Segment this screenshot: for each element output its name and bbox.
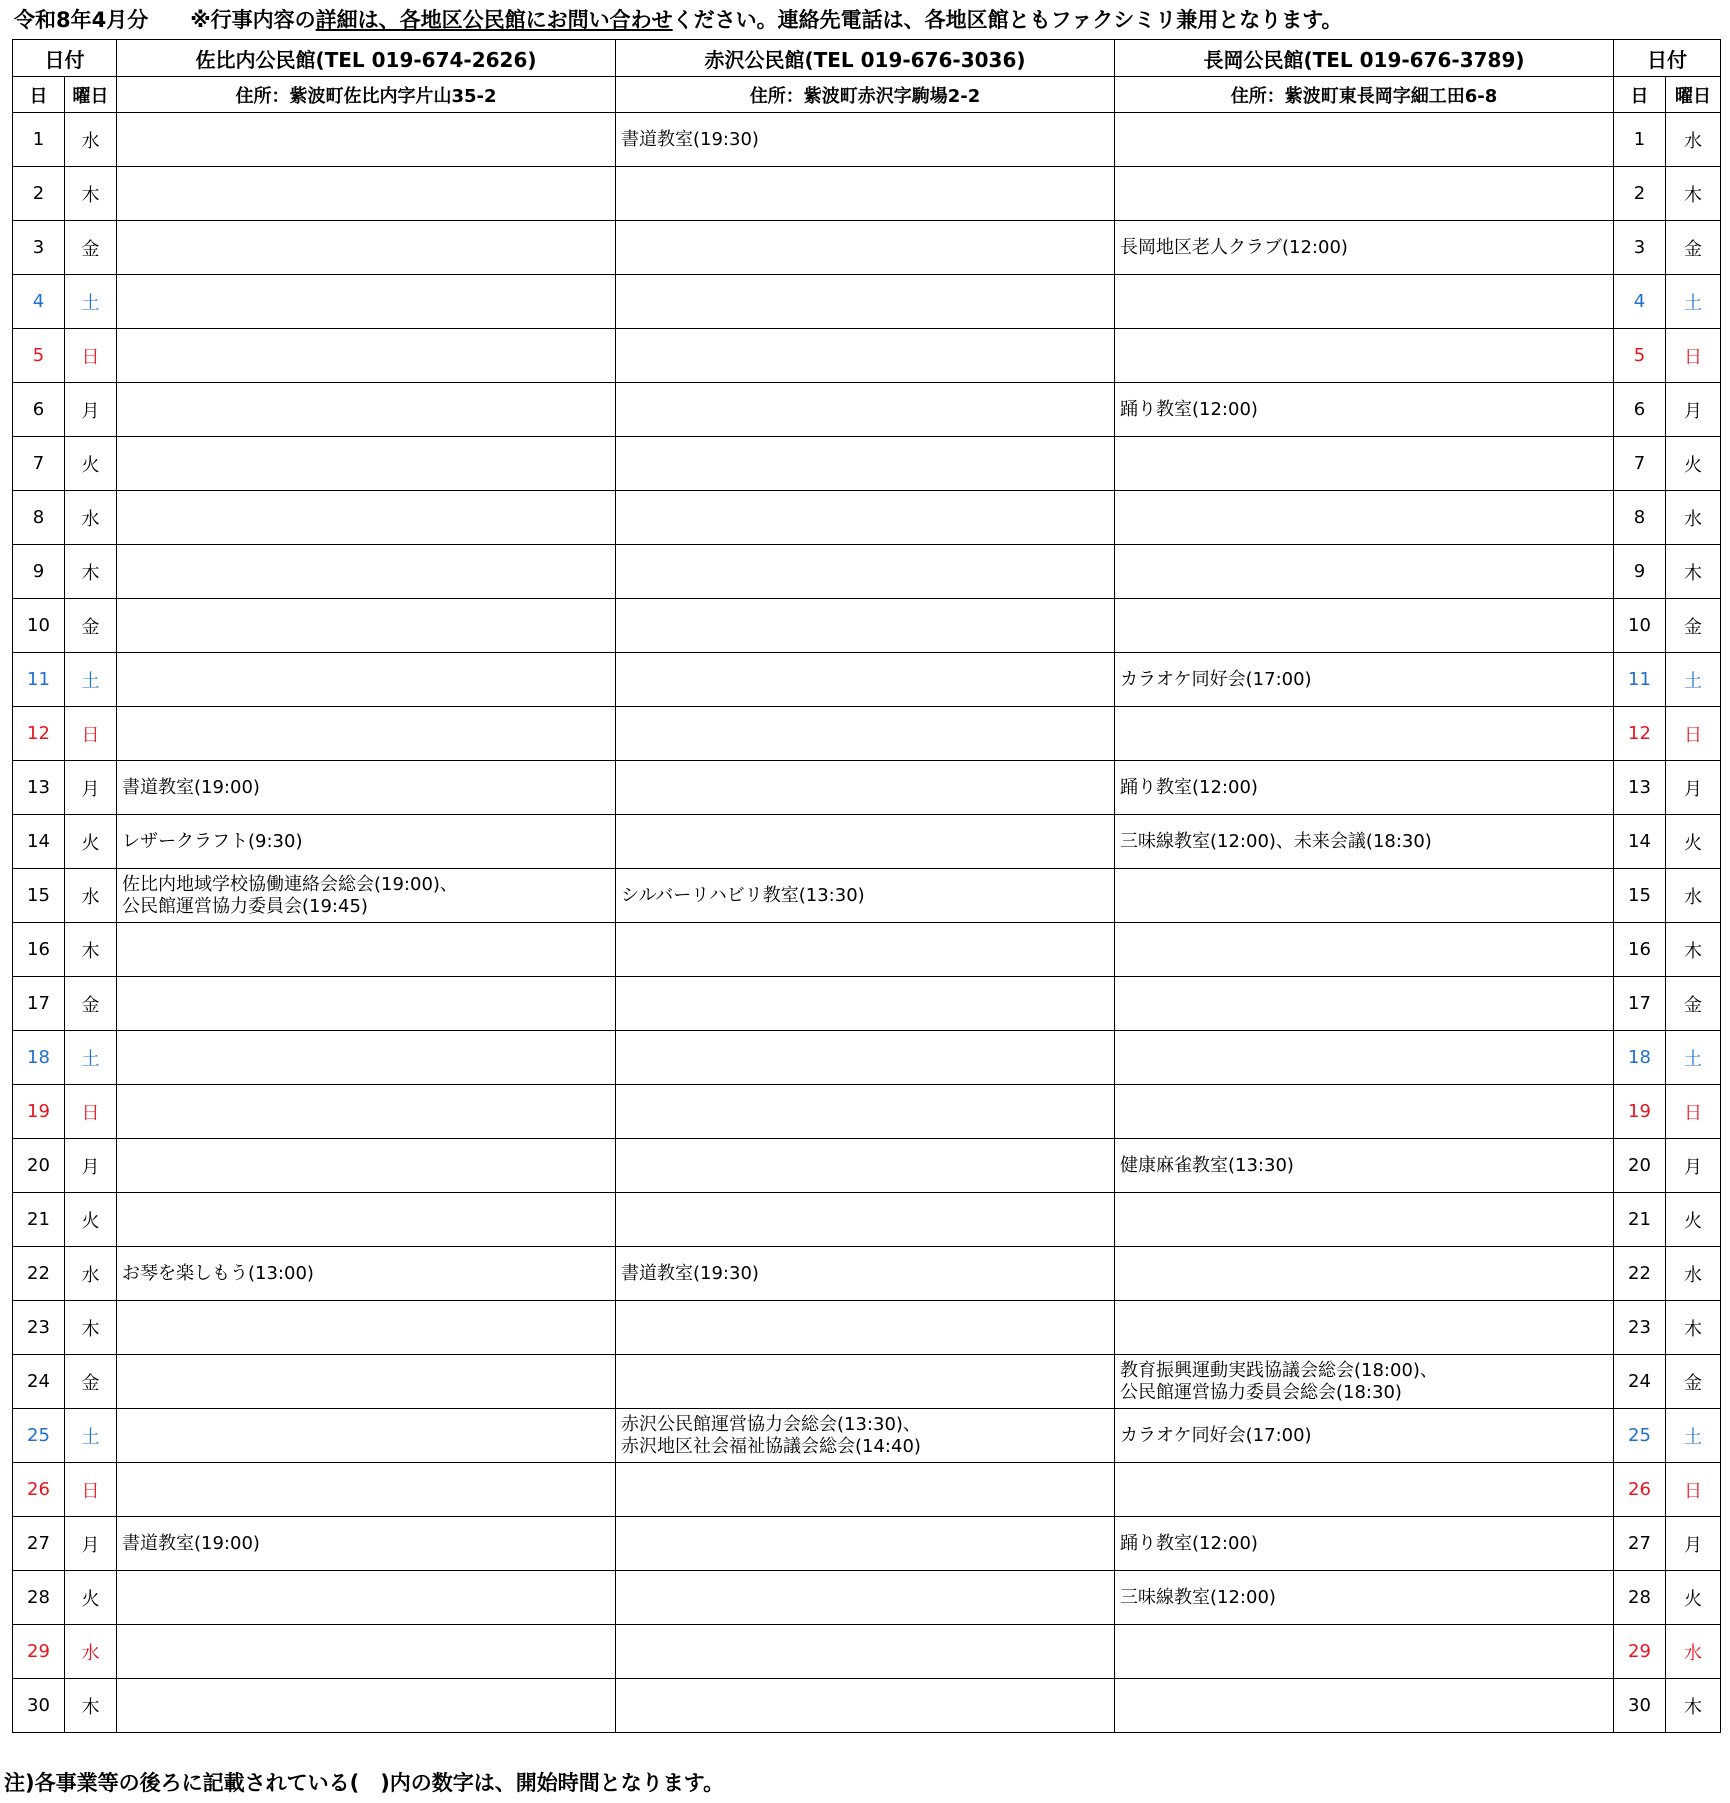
- day-number-left: 1: [13, 113, 65, 167]
- weekday-left: 水: [65, 1625, 117, 1679]
- day-number-right: 1: [1614, 113, 1666, 167]
- weekday-left: 火: [65, 1571, 117, 1625]
- hall3-event: [1115, 977, 1614, 1031]
- day-number-right: 26: [1614, 1463, 1666, 1517]
- day-number-left: 4: [13, 275, 65, 329]
- hall2-event: 書道教室(19:30): [616, 113, 1115, 167]
- weekday-left: 木: [65, 545, 117, 599]
- weekday-right: 土: [1666, 653, 1721, 707]
- table-row: [13, 491, 1721, 545]
- weekday-left: 月: [65, 383, 117, 437]
- hall2-event: [616, 329, 1115, 383]
- weekday-left: 火: [65, 815, 117, 869]
- weekday-left: 日: [65, 1085, 117, 1139]
- weekday-right: 木: [1666, 1679, 1721, 1733]
- weekday-right: 土: [1666, 275, 1721, 329]
- day-number-left: 20: [13, 1139, 65, 1193]
- day-number-right: 20: [1614, 1139, 1666, 1193]
- day-number-left: 12: [13, 707, 65, 761]
- weekday-left: 土: [65, 653, 117, 707]
- hall3-event: [1115, 1085, 1614, 1139]
- footnote: 注)各事業等の後ろに記載されている( )内の数字は、開始時間となります。: [4, 1771, 725, 1795]
- weekday-right: 月: [1666, 383, 1721, 437]
- hall1-event: [117, 1571, 616, 1625]
- hall2-event: [616, 707, 1115, 761]
- hall3-event: [1115, 167, 1614, 221]
- hall2-event: [616, 1139, 1115, 1193]
- day-number-right: 30: [1614, 1679, 1666, 1733]
- hall1-event: [117, 221, 616, 275]
- hall3-event: カラオケ同好会(17:00): [1115, 653, 1614, 707]
- table-row: [13, 1139, 1721, 1193]
- weekday-right: 水: [1666, 1247, 1721, 1301]
- hall2-event: [616, 1463, 1115, 1517]
- table-row: [13, 599, 1721, 653]
- header-row-names: [13, 40, 1721, 77]
- weekday-left: 水: [65, 491, 117, 545]
- hall1-event: [117, 653, 616, 707]
- hall2-event: [616, 1031, 1115, 1085]
- hall1-event: [117, 599, 616, 653]
- day-number-left: 26: [13, 1463, 65, 1517]
- weekday-left: 水: [65, 1247, 117, 1301]
- hall1-event: [117, 275, 616, 329]
- day-number-left: 25: [13, 1409, 65, 1463]
- weekday-right: 水: [1666, 491, 1721, 545]
- weekday-left: 木: [65, 923, 117, 977]
- table-row: [13, 1409, 1721, 1463]
- weekday-right: 金: [1666, 977, 1721, 1031]
- table-row: [13, 923, 1721, 977]
- hall2-name: 赤沢公民館(TEL 019-676-3036): [616, 40, 1115, 77]
- hall2-event: 書道教室(19:30): [616, 1247, 1115, 1301]
- title-part-c: ください。連絡先電話は、各地区館ともファクシミリ兼用となります。: [672, 8, 1343, 32]
- hall3-event: [1115, 869, 1614, 923]
- weekday-left: 金: [65, 599, 117, 653]
- table-row: [13, 1463, 1721, 1517]
- hall3-event: 三味線教室(12:00): [1115, 1571, 1614, 1625]
- day-number-left: 17: [13, 977, 65, 1031]
- weekday-right: 水: [1666, 113, 1721, 167]
- day-number-right: 27: [1614, 1517, 1666, 1571]
- page-title: [14, 4, 1343, 34]
- hall2-event: [616, 221, 1115, 275]
- day-number-left: 19: [13, 1085, 65, 1139]
- hall1-event: [117, 491, 616, 545]
- day-number-left: 11: [13, 653, 65, 707]
- table-row: [13, 1301, 1721, 1355]
- day-number-right: 10: [1614, 599, 1666, 653]
- hall1-event: [117, 1409, 616, 1463]
- hall1-event: [117, 329, 616, 383]
- hall3-event: 踊り教室(12:00): [1115, 383, 1614, 437]
- weekday-left: 金: [65, 1355, 117, 1409]
- day-number-right: 21: [1614, 1193, 1666, 1247]
- weekday-left: 木: [65, 1301, 117, 1355]
- table-row: [13, 761, 1721, 815]
- hall2-event: [616, 275, 1115, 329]
- day-number-right: 12: [1614, 707, 1666, 761]
- table-row: [13, 1679, 1721, 1733]
- hall1-name: 佐比内公民館(TEL 019-674-2626): [117, 40, 616, 77]
- title-part-underlined: 詳細は、各地区公民館にお問い合わせ: [315, 8, 673, 32]
- day-number-left: 24: [13, 1355, 65, 1409]
- hall3-event: [1115, 545, 1614, 599]
- day-number-right: 16: [1614, 923, 1666, 977]
- weekday-right: 木: [1666, 923, 1721, 977]
- hall3-event: [1115, 707, 1614, 761]
- hall2-event: [616, 383, 1115, 437]
- hall2-address: 住所：紫波町赤沢字駒場2-2: [616, 77, 1115, 113]
- table-row: [13, 437, 1721, 491]
- day-number-left: 23: [13, 1301, 65, 1355]
- weekday-right: 土: [1666, 1031, 1721, 1085]
- weekday-right: 日: [1666, 1463, 1721, 1517]
- hall1-event: 佐比内地域学校協働連絡会総会(19:00)、 公民館運営協力委員会(19:45): [117, 869, 616, 923]
- day-number-right: 18: [1614, 1031, 1666, 1085]
- weekday-left: 土: [65, 1031, 117, 1085]
- hall2-event: [616, 761, 1115, 815]
- day-number-right: 4: [1614, 275, 1666, 329]
- day-number-right: 13: [1614, 761, 1666, 815]
- table-row: [13, 383, 1721, 437]
- day-number-left: 29: [13, 1625, 65, 1679]
- weekday-left: 木: [65, 167, 117, 221]
- day-number-right: 28: [1614, 1571, 1666, 1625]
- hall2-event: [616, 977, 1115, 1031]
- hall2-event: [616, 1193, 1115, 1247]
- day-number-right: 5: [1614, 329, 1666, 383]
- hall2-event: [616, 1355, 1115, 1409]
- table-row: [13, 869, 1721, 923]
- day-number-right: 7: [1614, 437, 1666, 491]
- weekday-right: 月: [1666, 761, 1721, 815]
- weekday-right: 金: [1666, 1355, 1721, 1409]
- hall1-event: [117, 923, 616, 977]
- day-number-right: 14: [1614, 815, 1666, 869]
- day-number-right: 8: [1614, 491, 1666, 545]
- day-number-right: 22: [1614, 1247, 1666, 1301]
- hall3-event: 健康麻雀教室(13:30): [1115, 1139, 1614, 1193]
- table-row: [13, 1085, 1721, 1139]
- hall1-event: [117, 1031, 616, 1085]
- day-number-right: 11: [1614, 653, 1666, 707]
- weekday-right: 木: [1666, 167, 1721, 221]
- weekday-left: 火: [65, 437, 117, 491]
- weekday-header-left: 曜日: [65, 77, 117, 113]
- day-number-right: 23: [1614, 1301, 1666, 1355]
- weekday-left: 木: [65, 1679, 117, 1733]
- schedule-table: [12, 39, 1721, 1733]
- hall3-event: [1115, 1247, 1614, 1301]
- table-row: [13, 167, 1721, 221]
- weekday-right: 水: [1666, 869, 1721, 923]
- day-number-left: 22: [13, 1247, 65, 1301]
- hall3-event: 教育振興運動実践協議会総会(18:00)、 公民館運営協力委員会総会(18:30): [1115, 1355, 1614, 1409]
- hall2-event: [616, 923, 1115, 977]
- weekday-right: 木: [1666, 545, 1721, 599]
- hall1-event: 書道教室(19:00): [117, 1517, 616, 1571]
- hall3-event: [1115, 437, 1614, 491]
- hall3-event: [1115, 275, 1614, 329]
- hall2-event: シルバーリハビリ教室(13:30): [616, 869, 1115, 923]
- table-row: [13, 1571, 1721, 1625]
- hall1-event: [117, 113, 616, 167]
- table-row: [13, 545, 1721, 599]
- day-number-right: 24: [1614, 1355, 1666, 1409]
- hall2-event: [616, 1679, 1115, 1733]
- hall1-event: [117, 977, 616, 1031]
- hall3-event: [1115, 1031, 1614, 1085]
- weekday-left: 水: [65, 869, 117, 923]
- hall1-event: [117, 437, 616, 491]
- weekday-right: 火: [1666, 1571, 1721, 1625]
- weekday-left: 月: [65, 1139, 117, 1193]
- weekday-right: 金: [1666, 221, 1721, 275]
- hall3-event: [1115, 1301, 1614, 1355]
- hall3-name: 長岡公民館(TEL 019-676-3789): [1115, 40, 1614, 77]
- weekday-left: 金: [65, 977, 117, 1031]
- day-number-left: 16: [13, 923, 65, 977]
- title-part-a: 令和8年4月分 ※行事内容の: [14, 8, 316, 32]
- weekday-left: 月: [65, 761, 117, 815]
- day-number-left: 13: [13, 761, 65, 815]
- hall2-event: [616, 545, 1115, 599]
- hall2-event: [616, 167, 1115, 221]
- hall1-event: [117, 1679, 616, 1733]
- weekday-right: 水: [1666, 1625, 1721, 1679]
- schedule-body: [13, 113, 1721, 1733]
- table-row: [13, 1193, 1721, 1247]
- hall1-event: [117, 1625, 616, 1679]
- hall2-event: [616, 1571, 1115, 1625]
- table-row: [13, 1355, 1721, 1409]
- weekday-right: 月: [1666, 1139, 1721, 1193]
- day-number-left: 3: [13, 221, 65, 275]
- day-number-right: 19: [1614, 1085, 1666, 1139]
- weekday-right: 日: [1666, 329, 1721, 383]
- hall2-event: [616, 437, 1115, 491]
- weekday-right: 月: [1666, 1517, 1721, 1571]
- weekday-left: 火: [65, 1193, 117, 1247]
- hall3-event: 長岡地区老人クラブ(12:00): [1115, 221, 1614, 275]
- table-row: [13, 1031, 1721, 1085]
- day-number-left: 28: [13, 1571, 65, 1625]
- day-number-right: 2: [1614, 167, 1666, 221]
- hall3-event: [1115, 1625, 1614, 1679]
- day-number-right: 3: [1614, 221, 1666, 275]
- weekday-right: 日: [1666, 707, 1721, 761]
- hall1-event: [117, 545, 616, 599]
- table-row: [13, 1247, 1721, 1301]
- hall3-event: 三味線教室(12:00)、未来会議(18:30): [1115, 815, 1614, 869]
- table-row: [13, 113, 1721, 167]
- hall3-event: [1115, 329, 1614, 383]
- hall1-address: 住所：紫波町佐比内字片山35-2: [117, 77, 616, 113]
- hall3-event: 踊り教室(12:00): [1115, 761, 1614, 815]
- day-number-left: 18: [13, 1031, 65, 1085]
- day-number-left: 5: [13, 329, 65, 383]
- weekday-right: 金: [1666, 599, 1721, 653]
- date-header-right: 日付: [1614, 40, 1721, 77]
- hall3-event: [1115, 599, 1614, 653]
- day-number-right: 9: [1614, 545, 1666, 599]
- day-number-left: 8: [13, 491, 65, 545]
- table-row: [13, 275, 1721, 329]
- day-number-left: 30: [13, 1679, 65, 1733]
- day-number-left: 14: [13, 815, 65, 869]
- hall3-address: 住所：紫波町東長岡字細工田6-8: [1115, 77, 1614, 113]
- hall1-event: レザークラフト(9:30): [117, 815, 616, 869]
- hall1-event: [117, 383, 616, 437]
- hall1-event: 書道教室(19:00): [117, 761, 616, 815]
- day-number-right: 15: [1614, 869, 1666, 923]
- weekday-right: 火: [1666, 815, 1721, 869]
- weekday-left: 土: [65, 275, 117, 329]
- hall3-event: [1115, 1463, 1614, 1517]
- table-row: [13, 815, 1721, 869]
- table-row: [13, 1625, 1721, 1679]
- header-row-addresses: [13, 77, 1721, 113]
- hall3-event: 踊り教室(12:00): [1115, 1517, 1614, 1571]
- hall2-event: 赤沢公民館運営協力会総会(13:30)、 赤沢地区社会福祉協議会総会(14:40): [616, 1409, 1115, 1463]
- weekday-header-right: 曜日: [1666, 77, 1721, 113]
- hall1-event: [117, 1085, 616, 1139]
- table-row: [13, 221, 1721, 275]
- hall2-event: [616, 491, 1115, 545]
- hall1-event: お琴を楽しもう(13:00): [117, 1247, 616, 1301]
- day-number-left: 9: [13, 545, 65, 599]
- day-number-left: 27: [13, 1517, 65, 1571]
- hall3-event: [1115, 923, 1614, 977]
- weekday-left: 月: [65, 1517, 117, 1571]
- weekday-right: 木: [1666, 1301, 1721, 1355]
- table-row: [13, 329, 1721, 383]
- table-row: [13, 1517, 1721, 1571]
- weekday-right: 火: [1666, 437, 1721, 491]
- hall3-event: [1115, 491, 1614, 545]
- hall3-event: カラオケ同好会(17:00): [1115, 1409, 1614, 1463]
- hall2-event: [616, 599, 1115, 653]
- day-header-left: 日: [13, 77, 65, 113]
- hall1-event: [117, 707, 616, 761]
- day-number-left: 15: [13, 869, 65, 923]
- hall2-event: [616, 1517, 1115, 1571]
- table-row: [13, 977, 1721, 1031]
- weekday-left: 日: [65, 329, 117, 383]
- day-number-left: 21: [13, 1193, 65, 1247]
- table-row: [13, 707, 1721, 761]
- hall3-event: [1115, 1193, 1614, 1247]
- weekday-left: 土: [65, 1409, 117, 1463]
- day-number-left: 10: [13, 599, 65, 653]
- day-number-right: 29: [1614, 1625, 1666, 1679]
- day-number-right: 25: [1614, 1409, 1666, 1463]
- hall1-event: [117, 1463, 616, 1517]
- hall2-event: [616, 1625, 1115, 1679]
- day-number-left: 6: [13, 383, 65, 437]
- hall2-event: [616, 815, 1115, 869]
- weekday-left: 日: [65, 1463, 117, 1517]
- weekday-right: 土: [1666, 1409, 1721, 1463]
- day-number-left: 2: [13, 167, 65, 221]
- hall1-event: [117, 1355, 616, 1409]
- day-number-right: 17: [1614, 977, 1666, 1031]
- table-row: [13, 653, 1721, 707]
- day-number-left: 7: [13, 437, 65, 491]
- hall2-event: [616, 653, 1115, 707]
- date-header-left: 日付: [13, 40, 117, 77]
- weekday-left: 金: [65, 221, 117, 275]
- hall1-event: [117, 1193, 616, 1247]
- day-number-right: 6: [1614, 383, 1666, 437]
- hall3-event: [1115, 1679, 1614, 1733]
- weekday-right: 火: [1666, 1193, 1721, 1247]
- weekday-right: 日: [1666, 1085, 1721, 1139]
- hall2-event: [616, 1301, 1115, 1355]
- weekday-left: 水: [65, 113, 117, 167]
- hall2-event: [616, 1085, 1115, 1139]
- hall1-event: [117, 1139, 616, 1193]
- hall1-event: [117, 167, 616, 221]
- weekday-left: 日: [65, 707, 117, 761]
- hall3-event: [1115, 113, 1614, 167]
- hall1-event: [117, 1301, 616, 1355]
- day-header-right: 日: [1614, 77, 1666, 113]
